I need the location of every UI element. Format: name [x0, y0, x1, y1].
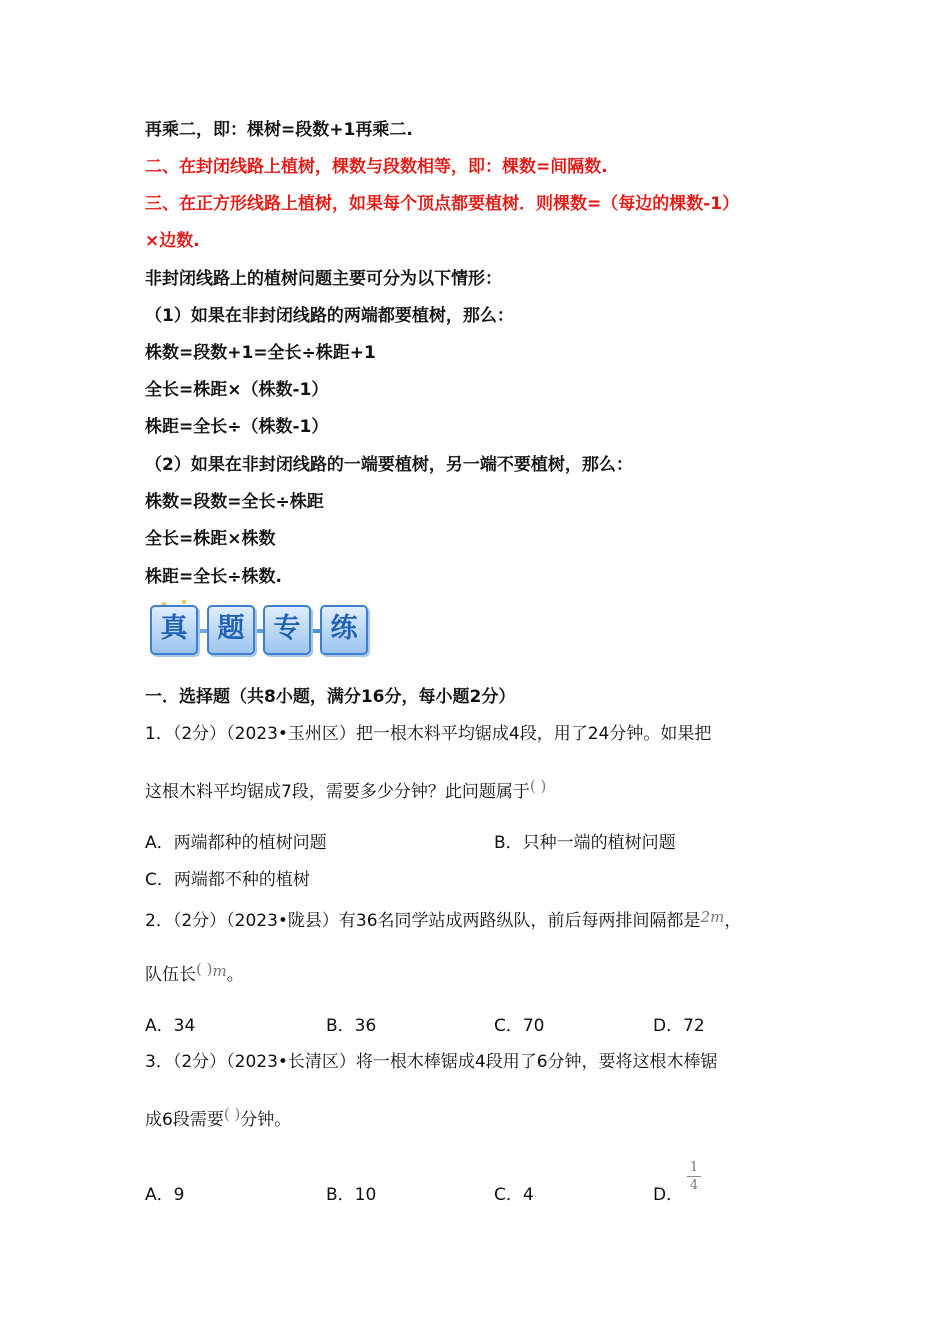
question-3-option-b[interactable]: B．10	[326, 1185, 377, 1205]
fraction-numerator: 1	[689, 1160, 699, 1175]
question-2-option-b[interactable]: B．36	[326, 1016, 377, 1036]
rule-line-2: 二、在封闭线路上植树，棵数与段数相等，即：棵数=间隔数.	[145, 157, 608, 177]
question-2-line-2	[145, 957, 244, 987]
banner-tile-zhen: 真	[150, 605, 198, 655]
question-2-option-d[interactable]: D．72	[653, 1016, 705, 1036]
question-3-line-1: 3．（2分）（2023•长清区）将一根木棒锯成4段用了6分钟，要将这根木棒锯	[145, 1052, 718, 1072]
question-2-option-c[interactable]: C．70	[494, 1016, 545, 1036]
banner-tile-zhuan: 专	[263, 605, 311, 655]
rule-line-10: （2）如果在非封闭线路的一端要植树，另一端不要植树，那么：	[145, 455, 633, 475]
rule-line-5: 非封闭线路上的植树问题主要可分为以下情形：	[145, 269, 502, 289]
question-1-line-2	[145, 774, 546, 804]
rule-line-1: 再乘二，即：棵树=段数+1再乘二.	[145, 120, 413, 140]
banner-tile-ti: 题	[207, 605, 255, 655]
answer-blank: ( )	[529, 777, 547, 795]
rule-line-11: 株数=段数=全长÷株距	[145, 492, 324, 512]
question-1-option-a[interactable]: A．两端都种的植树问题	[145, 833, 327, 853]
banner-dot	[182, 600, 186, 604]
practice-banner	[150, 602, 370, 658]
comma: ，	[724, 911, 742, 931]
question-1-text: 这根木料平均锯成7段，需要多少分钟？此问题属于	[145, 782, 530, 802]
rule-line-13: 株距=全长÷株数.	[145, 567, 282, 587]
question-2-line-1	[145, 905, 741, 933]
rule-line-4: ×边数.	[145, 231, 200, 251]
section-title: 一．选择题（共8小题，满分16分，每小题2分）	[145, 687, 516, 707]
answer-blank: ( )	[223, 1105, 241, 1123]
question-1-option-b[interactable]: B．只种一端的植树问题	[494, 833, 676, 853]
question-2-text: 队伍长	[145, 965, 196, 985]
question-1-line-1: 1．（2分）（2023•玉州区）把一根木料平均锯成4段，用了24分钟。如果把	[145, 724, 712, 744]
period: 。	[226, 965, 244, 985]
rule-line-7: 株数=段数+1=全长÷株距+1	[145, 343, 376, 363]
rule-line-3: 三、在正方形线路上植树，如果每个顶点都要植树．则棵数=（每边的棵数-1）	[145, 194, 740, 214]
question-3-line-2	[145, 1102, 291, 1132]
banner-tile-lian: 练	[320, 605, 368, 655]
question-3-text-end: 分钟。	[240, 1110, 292, 1130]
question-3-text: 成6段需要	[145, 1110, 224, 1130]
rule-line-9: 株距=全长÷（株数-1）	[145, 417, 329, 437]
rule-line-6: （1）如果在非封闭线路的两端都要植树，那么：	[145, 306, 514, 326]
question-1-option-c[interactable]: C．两端都不种的植树	[145, 870, 310, 890]
question-3-option-a[interactable]: A．9	[145, 1185, 185, 1205]
math-variable: m	[212, 962, 227, 980]
math-variable: 2m	[700, 908, 725, 926]
question-2-option-a[interactable]: A．34	[145, 1016, 196, 1036]
fraction-bar	[687, 1176, 701, 1177]
answer-blank: ( )	[196, 960, 213, 978]
question-3-option-c[interactable]: C．4	[494, 1185, 534, 1205]
question-3-option-d[interactable]: D．	[653, 1185, 684, 1205]
question-2-text: 2．（2分）（2023•陇县）有36名同学站成两路纵队，前后每两排间隔都是	[145, 911, 701, 931]
rule-line-12: 全长=株距×株数	[145, 529, 276, 549]
rule-line-8: 全长=株距×（株数-1）	[145, 380, 329, 400]
fraction-denominator: 4	[689, 1178, 699, 1193]
fraction-one-quarter	[687, 1160, 701, 1193]
